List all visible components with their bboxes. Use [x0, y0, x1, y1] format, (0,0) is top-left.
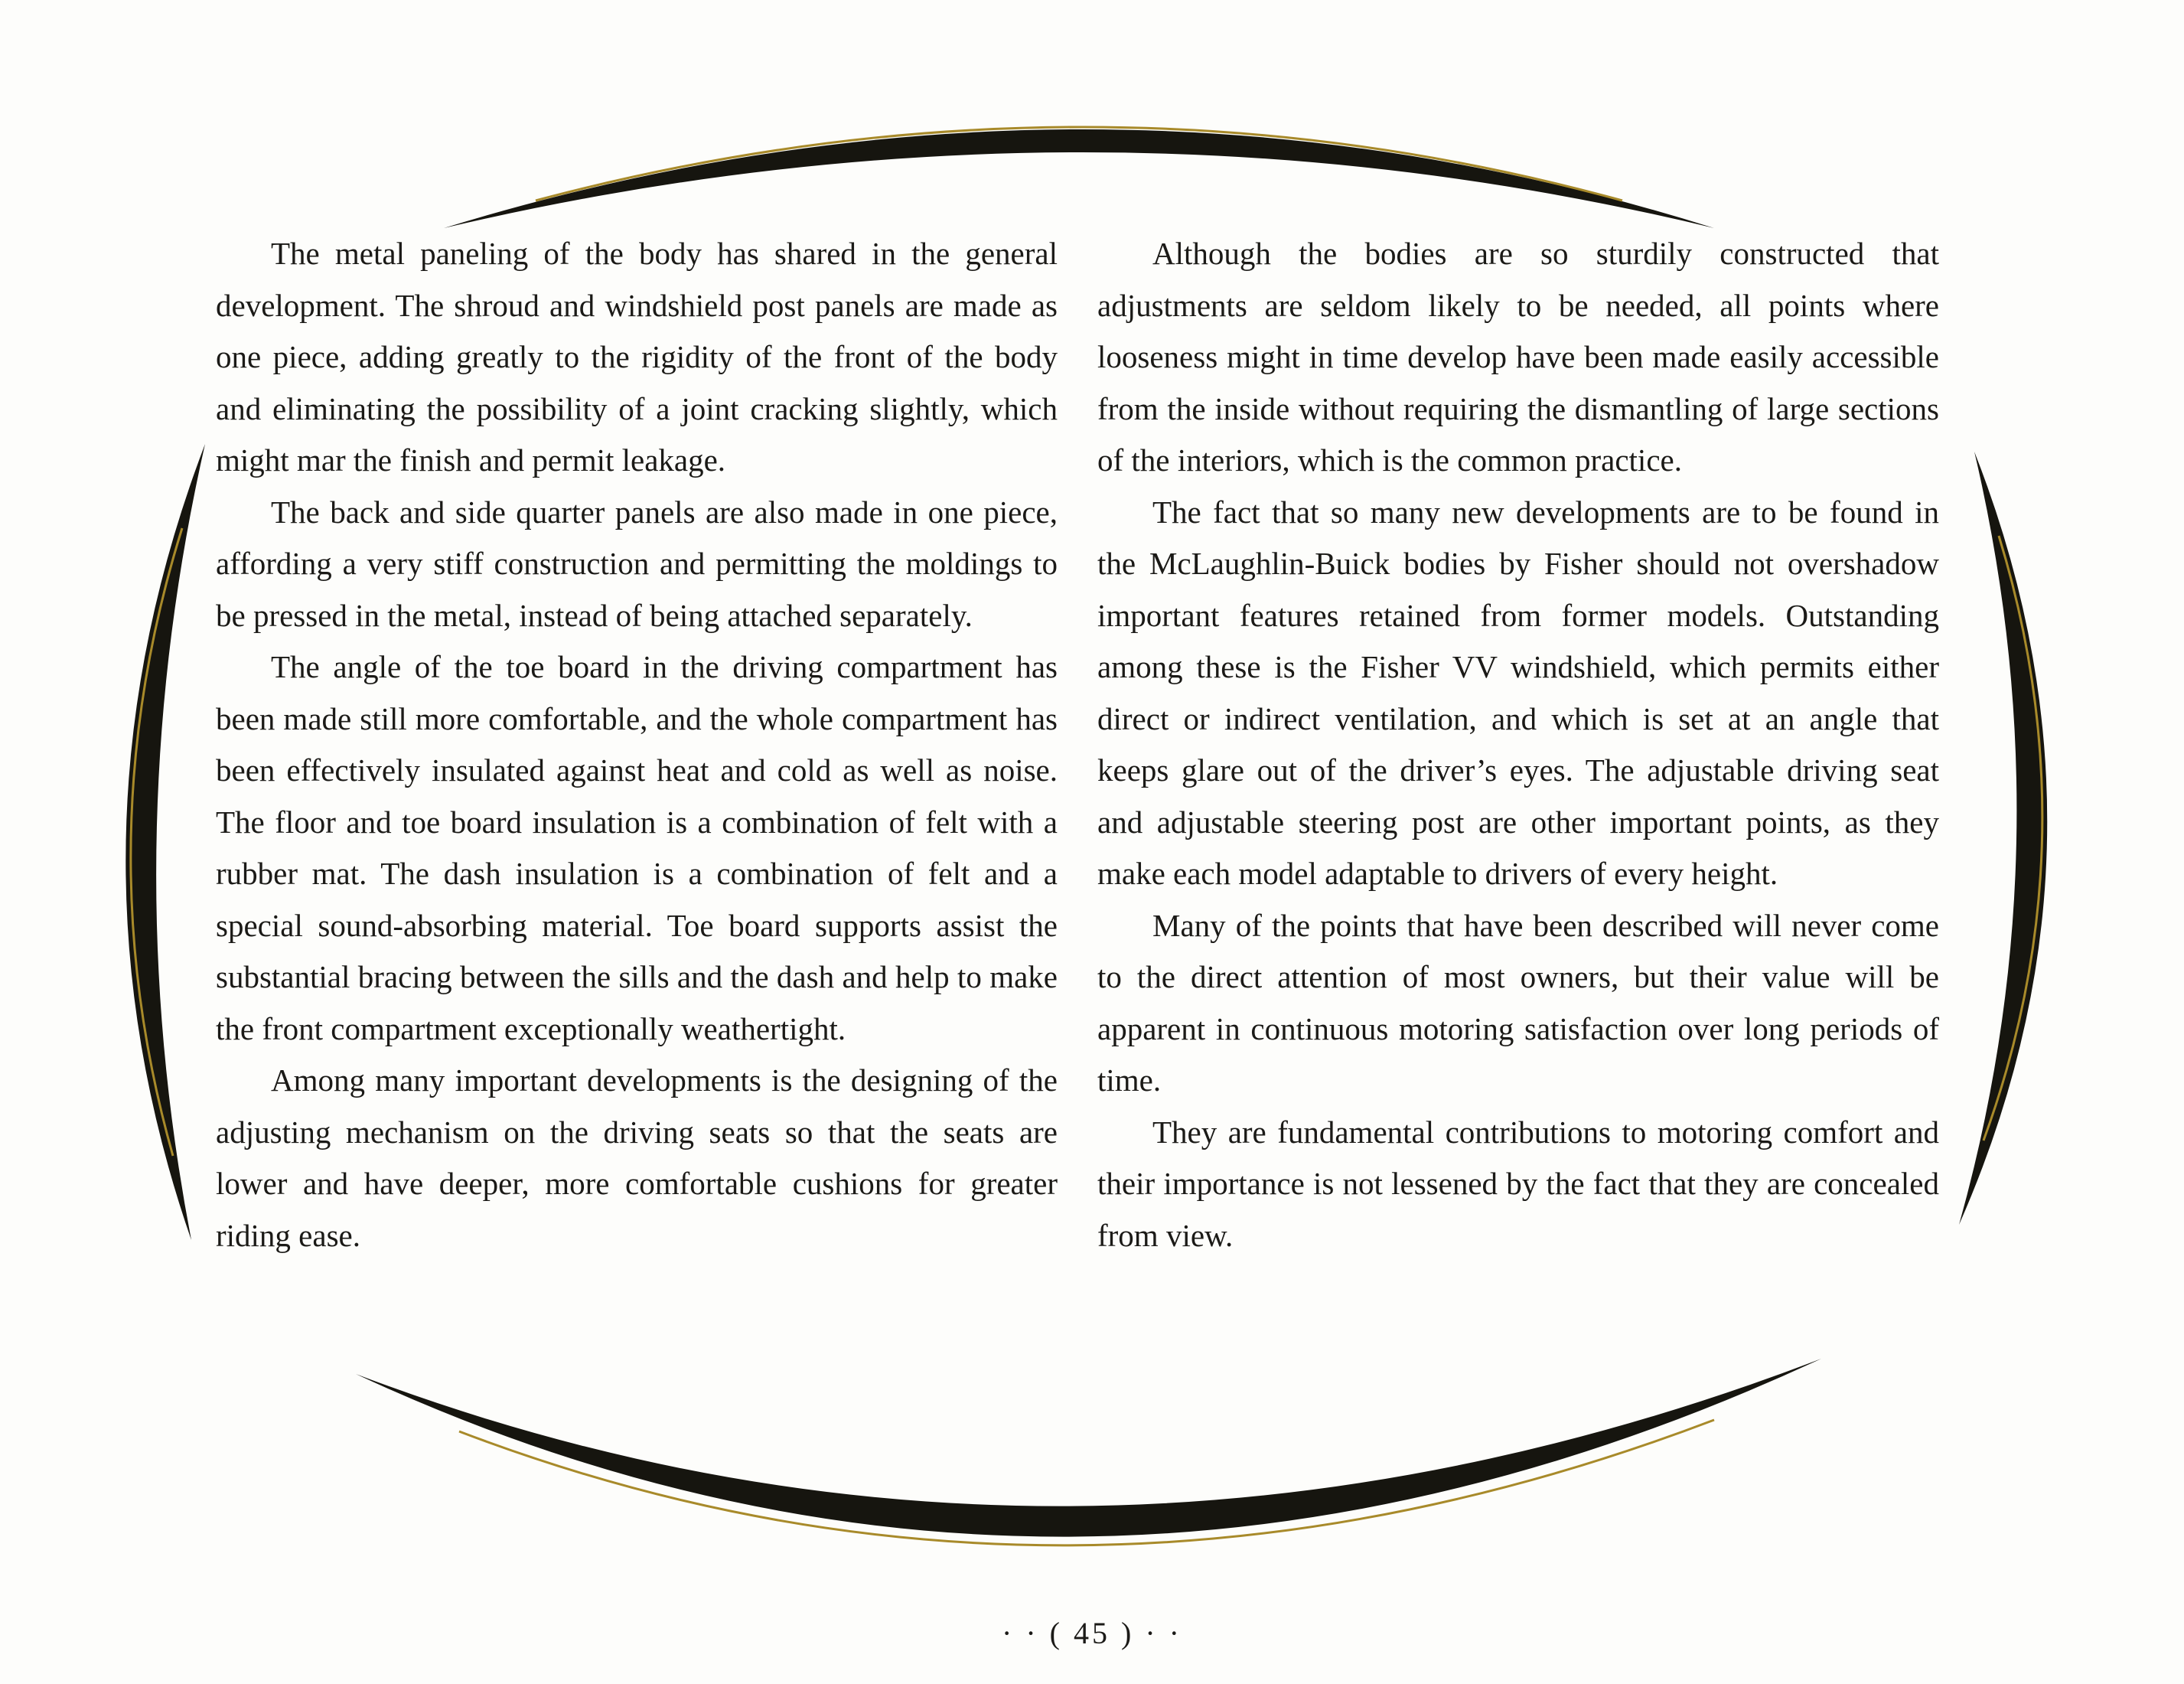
right-paragraph-1: Although the bodies are so sturdily constructed that adjustments are seldom likely to be needed, all points where looseness might in time develop have been made easily accessible from the inside without requiring the dismantling of large sections of the interiors, which is the common practice.: [1097, 236, 1939, 478]
left-paragraph-3: The angle of the toe board in the driving compartment has been made still more comfortable, and the whole compartment has been effectively insulated against heat and cold as well as noise. The floor and toe board insulation is a combination of felt with a rubber mat. The dash insulation is a combination of felt and a special sound-absorbing material. Toe board supports assist the substantial bracing between the sills and the dash and help to make the front compartment exceptionally weathertight.: [216, 649, 1058, 1046]
left-text-column: [216, 228, 1058, 1261]
left-paragraph-2: The back and side quarter panels are also made in one piece, affording a very stiff construction and permitting the moldings to be pressed in the metal, instead of being attached separately.: [216, 494, 1058, 633]
page-number: · · ( 45 ) · ·: [1002, 1616, 1182, 1650]
right-paragraph-2: The fact that so many new developments are to be found in the McLaughlin-Buick bodies by Fisher should not overshadow important features retained from former models. Outstanding among these is the Fisher VV windshield, which permits either direct or indirect ventilation, and which is set at an angle that keeps glare out of the driver’s eyes. The adjustable driving seat and adjustable steering post are other important points, as they make each model adaptable to drivers of every height.: [1097, 494, 1939, 891]
right-text-column: [1097, 228, 1939, 1261]
left-paragraph-1: The metal paneling of the body has shared in the general development. The shroud and windshield post panels are made as one piece, adding greatly to the rigidity of the front of the body and eliminating the possibility of a joint cracking slightly, which might mar the finish and permit leakage.: [216, 236, 1058, 478]
oval-frame-bottom-arc: [356, 1359, 1821, 1537]
oval-frame-right-arc: [1959, 452, 2047, 1225]
oval-frame-left-arc: [125, 444, 205, 1240]
right-paragraph-4: They are fundamental contributions to motoring comfort and their importance is not lessened by the fact that they are concealed from view.: [1097, 1114, 1939, 1253]
left-paragraph-4: Among many important developments is the designing of the adjusting mechanism on the driving seats so that the seats are lower and have deeper, more comfortable cushions for greater riding ease.: [216, 1062, 1058, 1253]
right-paragraph-3: Many of the points that have been described will never come to the direct attention of most owners, but their value will be apparent in continuous motoring satisfaction over long periods of time.: [1097, 907, 1939, 1098]
oval-frame-top-arc: [444, 129, 1714, 228]
